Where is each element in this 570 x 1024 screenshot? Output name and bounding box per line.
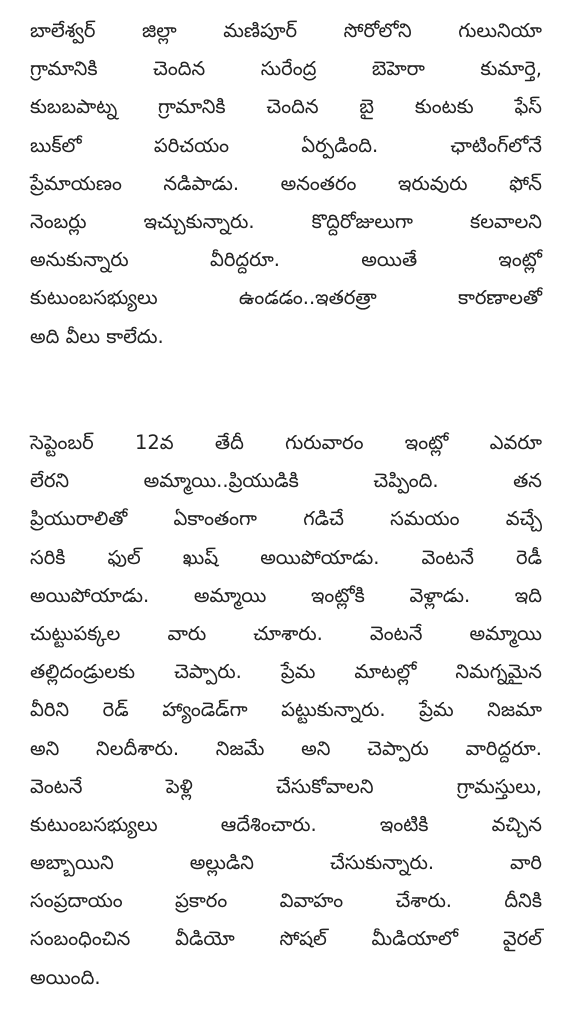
article-paragraph-1 [30, 12, 542, 356]
paragraph-line: చుట్టుపక్కల వారు చూశారు. వెంటనే అమ్మాయి [30, 621, 542, 645]
paragraph-line: ప్రియురాలితో ఏకాంతంగా గడిచే సమయం వచ్చే [30, 507, 542, 531]
paragraph-line: లేరని అమ్మాయి..ప్రియుడికి చెప్పింది. తన [30, 469, 542, 493]
paragraph-line: అబ్బాయిని అల్లుడిని చేసుకున్నారు. వారి [30, 851, 542, 875]
paragraph-line: అది వీలు కాలేదు. [30, 324, 164, 348]
paragraph-line: అయింది. [30, 965, 101, 989]
paragraph-line: ప్రేమాయణం నడిపాడు. అనంతరం ఇరువురు ఫోన్ [30, 171, 542, 195]
paragraph-line: సరికి ఫుల్ ఖుష్ అయిపోయాడు. వెంటనే రెడీ [30, 545, 542, 569]
paragraph-line: అనుకున్నారు వీరిద్దరూ. అయితే ఇంట్లో [30, 248, 542, 272]
paragraph-line: వీరిని రెడ్ హ్యాండెడ్‌గా పట్టుకున్నారు. ప్రేమ నిజమా [30, 698, 542, 722]
paragraph-line: బుక్‌లో పరిచయం ఏర్పడింది. ఛాటింగ్‌లోనే [30, 133, 542, 157]
paragraph-line: అయిపోయాడు. అమ్మాయి ఇంట్లోకి వెళ్లాడు. ఇది [30, 583, 542, 607]
paragraph-line: కుబబపాట్న గ్రామానికి చెందిన బై కుంటకు ఫేస్ [30, 95, 542, 119]
paragraph-line: సెప్టెంబర్ 12వ తేదీ గురువారం ఇంట్లో ఎవరూ [30, 431, 542, 454]
paragraph-line: కుటుంబసభ్యులు ఆదేశించారు. ఇంటికి వచ్చిన [30, 812, 542, 836]
paragraph-line: తల్లిదండ్రులకు చెప్పారు. ప్రేమ మాటల్లో నిమగ్నమైన [30, 660, 542, 684]
paragraph-line: బాలేశ్వర్ జిల్లా మణిపూర్ సోరోలోని గులునియా [30, 19, 542, 42]
paragraph-line: నెంబర్లు ఇచ్చుకున్నారు. కొద్దిరోజులుగా కలవాలని [30, 209, 542, 233]
article-paragraph-2 [30, 424, 542, 997]
paragraph-line: కుటుంబసభ్యులు ఉండడం..ఇతరత్రా కారణాలతో [30, 286, 542, 310]
paragraph-line: సంబంధించిన వీడియో సోషల్ మీడియాలో వైరల్ [30, 927, 542, 951]
paragraph-line: వెంటనే పెళ్లి చేసుకోవాలని గ్రామస్తులు, [30, 774, 542, 798]
paragraph-line: గ్రామానికి చెందిన సురేంద్ర బెహెరా కుమార్తె, [30, 57, 542, 81]
paragraph-line: సంప్రదాయం ప్రకారం వివాహం చేశారు. దీనికి [30, 889, 542, 913]
paragraph-line: అని నిలదీశారు. నిజమే అని చెప్పారు వారిద్దరూ. [30, 736, 542, 760]
